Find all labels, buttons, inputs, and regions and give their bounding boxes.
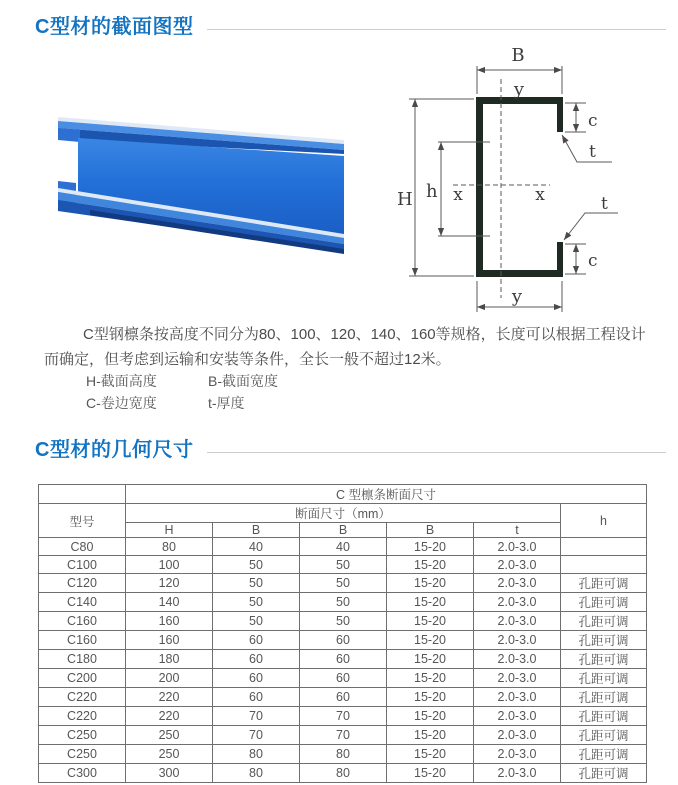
- table-row: [39, 669, 647, 688]
- section1-title: C型材的截面图型: [35, 16, 194, 38]
- cell-B3: 15-20: [387, 764, 474, 783]
- cell-span-title: C 型檩条断面尺寸: [126, 485, 647, 504]
- cell-H: 120: [126, 574, 213, 593]
- table-header-row-3: [39, 523, 647, 538]
- c-channel-photo: [30, 80, 390, 300]
- cell-model: C100: [39, 556, 126, 574]
- cell-H: 140: [126, 593, 213, 612]
- cell-t: 2.0-3.0: [474, 669, 561, 688]
- table-row: [39, 745, 647, 764]
- cell-model: C220: [39, 688, 126, 707]
- cell-B2: 50: [300, 612, 387, 631]
- cell-B2: 50: [300, 574, 387, 593]
- divider-line: [207, 452, 666, 453]
- cell-B3: 15-20: [387, 538, 474, 556]
- cell-H: 200: [126, 669, 213, 688]
- cell-B3: 15-20: [387, 631, 474, 650]
- cell-sub-t: t: [474, 523, 561, 538]
- intro-paragraph: C型钢檩条按高度不同分为80、100、120、140、160等规格，长度可以根据工程设计而确定，但考虑到运输和安装等条件，全长一般不超过12米。: [44, 326, 646, 368]
- leader-t-bottom: [564, 213, 618, 240]
- cell-t: 2.0-3.0: [474, 556, 561, 574]
- label-y-bottom: y: [511, 286, 523, 307]
- label-B: B: [511, 45, 525, 66]
- cell-B1: 70: [213, 707, 300, 726]
- cell-t: 2.0-3.0: [474, 612, 561, 631]
- table-row: [39, 574, 647, 593]
- cell-H: 220: [126, 707, 213, 726]
- cell-B2: 80: [300, 764, 387, 783]
- cross-section-diagram: [395, 40, 678, 320]
- cell-B2: 60: [300, 650, 387, 669]
- cell-h: 孔距可调: [561, 631, 647, 650]
- table-row: [39, 688, 647, 707]
- table-header-row-2: [39, 504, 647, 523]
- label-t-bottom: t: [601, 194, 608, 214]
- cell-H: 100: [126, 556, 213, 574]
- cell-B1: 80: [213, 745, 300, 764]
- cell-B2: 70: [300, 707, 387, 726]
- legend-item-B: B-截面宽度: [208, 373, 278, 389]
- cell-B1: 70: [213, 726, 300, 745]
- cell-model: C300: [39, 764, 126, 783]
- cell-model: C220: [39, 707, 126, 726]
- cell-B1: 60: [213, 650, 300, 669]
- c-profile-shape: [476, 97, 563, 277]
- cell-h: 孔距可调: [561, 764, 647, 783]
- label-H: H: [397, 189, 413, 210]
- table-row: [39, 538, 647, 556]
- table-row: [39, 631, 647, 650]
- cell-B2: 70: [300, 726, 387, 745]
- cell-dims-header: 断面尺寸（mm）: [126, 504, 561, 523]
- cell-model-header: 型号: [39, 504, 126, 538]
- section2-header: [35, 433, 666, 462]
- cell-B3: 15-20: [387, 745, 474, 764]
- cell-t: 2.0-3.0: [474, 726, 561, 745]
- spec-table: [38, 484, 647, 783]
- cell-sub-B3: B: [387, 523, 474, 538]
- section2-title: C型材的几何尺寸: [35, 439, 194, 461]
- label-y-top: y: [513, 79, 525, 100]
- cell-B2: 80: [300, 745, 387, 764]
- cell-h: 孔距可调: [561, 745, 647, 764]
- cell-H: 180: [126, 650, 213, 669]
- cell-h: 孔距可调: [561, 688, 647, 707]
- cell-B2: 60: [300, 631, 387, 650]
- cell-h: 孔距可调: [561, 574, 647, 593]
- cell-model: C250: [39, 745, 126, 764]
- cell-model: C200: [39, 669, 126, 688]
- cell-blank: [39, 485, 126, 504]
- cell-model: C160: [39, 612, 126, 631]
- cell-h: 孔距可调: [561, 612, 647, 631]
- cell-B2: 50: [300, 593, 387, 612]
- cell-h: 孔距可调: [561, 669, 647, 688]
- cell-sub-B2: B: [300, 523, 387, 538]
- cell-B1: 50: [213, 612, 300, 631]
- label-c-top: c: [588, 111, 598, 131]
- legend-item-t: t-厚度: [208, 395, 245, 411]
- cell-t: 2.0-3.0: [474, 745, 561, 764]
- cell-B1: 50: [213, 556, 300, 574]
- table-row: [39, 650, 647, 669]
- cell-H: 160: [126, 631, 213, 650]
- cell-B3: 15-20: [387, 593, 474, 612]
- label-x-right: x: [535, 185, 545, 205]
- table-header-row-1: [39, 485, 647, 504]
- label-x-left: x: [453, 185, 463, 205]
- cell-B3: 15-20: [387, 612, 474, 631]
- label-t-top: t: [589, 142, 596, 162]
- cell-h: 孔距可调: [561, 593, 647, 612]
- cell-h: 孔距可调: [561, 707, 647, 726]
- table-row: [39, 556, 647, 574]
- section1-header: [35, 10, 666, 39]
- cell-B3: 15-20: [387, 707, 474, 726]
- cell-t: 2.0-3.0: [474, 538, 561, 556]
- cell-sub-H: H: [126, 523, 213, 538]
- cell-B2: 40: [300, 538, 387, 556]
- label-c-bottom: c: [588, 251, 598, 271]
- cell-t: 2.0-3.0: [474, 707, 561, 726]
- cell-B3: 15-20: [387, 726, 474, 745]
- cell-H: 250: [126, 745, 213, 764]
- symbol-legend: [86, 370, 278, 414]
- cell-t: 2.0-3.0: [474, 650, 561, 669]
- cell-h: 孔距可调: [561, 650, 647, 669]
- cell-B3: 15-20: [387, 688, 474, 707]
- cell-B2: 50: [300, 556, 387, 574]
- cell-B2: 60: [300, 688, 387, 707]
- cell-model: C160: [39, 631, 126, 650]
- cell-B3: 15-20: [387, 669, 474, 688]
- table-row: [39, 726, 647, 745]
- cell-B2: 60: [300, 669, 387, 688]
- cell-B1: 40: [213, 538, 300, 556]
- cell-h: 孔距可调: [561, 726, 647, 745]
- cell-t: 2.0-3.0: [474, 631, 561, 650]
- cell-h: [561, 538, 647, 556]
- cell-model: C250: [39, 726, 126, 745]
- cell-B1: 60: [213, 631, 300, 650]
- cell-B1: 80: [213, 764, 300, 783]
- label-h: h: [426, 181, 438, 202]
- legend-item-C: C-卷边宽度: [86, 395, 157, 411]
- cell-h: [561, 556, 647, 574]
- table-row: [39, 593, 647, 612]
- legend-item-H: H-截面高度: [86, 373, 157, 389]
- legend-row: [86, 392, 278, 414]
- cell-H: 220: [126, 688, 213, 707]
- cell-t: 2.0-3.0: [474, 593, 561, 612]
- cell-model: C120: [39, 574, 126, 593]
- cell-t: 2.0-3.0: [474, 764, 561, 783]
- cell-H: 80: [126, 538, 213, 556]
- cell-B1: 60: [213, 669, 300, 688]
- cell-B1: 50: [213, 593, 300, 612]
- legend-row: [86, 370, 278, 392]
- cell-H: 160: [126, 612, 213, 631]
- cell-t: 2.0-3.0: [474, 574, 561, 593]
- cell-sub-B1: B: [213, 523, 300, 538]
- top-lip-left-flap: [58, 128, 80, 142]
- cell-B3: 15-20: [387, 574, 474, 593]
- table-row: [39, 707, 647, 726]
- leader-t-top: [562, 135, 612, 162]
- divider-line: [207, 29, 666, 30]
- cell-B3: 15-20: [387, 556, 474, 574]
- cell-B1: 50: [213, 574, 300, 593]
- cell-t: 2.0-3.0: [474, 688, 561, 707]
- cell-model: C140: [39, 593, 126, 612]
- cell-h-header: h: [561, 504, 647, 538]
- cell-model: C80: [39, 538, 126, 556]
- table-row: [39, 612, 647, 631]
- cell-B1: 60: [213, 688, 300, 707]
- cell-H: 300: [126, 764, 213, 783]
- cell-B3: 15-20: [387, 650, 474, 669]
- cell-model: C180: [39, 650, 126, 669]
- cell-H: 250: [126, 726, 213, 745]
- table-row: [39, 764, 647, 783]
